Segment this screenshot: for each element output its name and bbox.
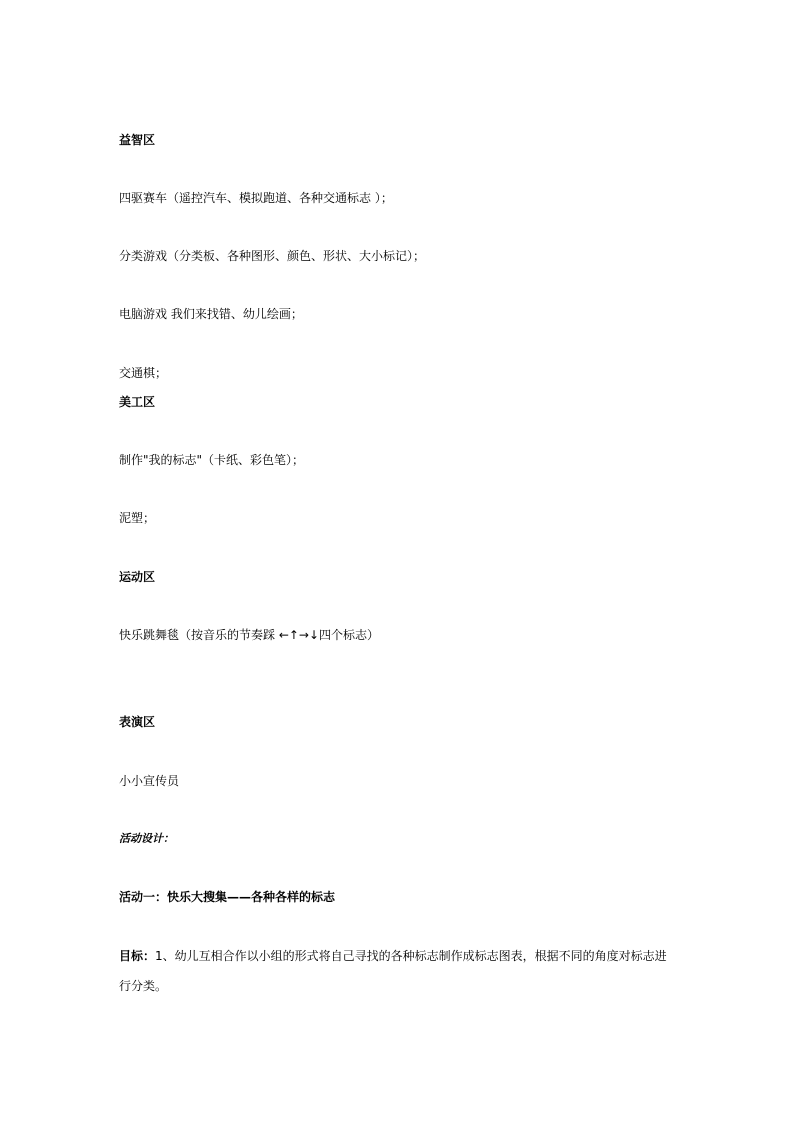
goal-text: 1、幼儿互相合作以小组的形式将自己寻找的各种标志制作成标志图表，根据不同的角度对标志进行分类。	[119, 949, 667, 993]
activity-one-goal	[119, 941, 675, 1001]
section-heading-art: 美工区	[119, 395, 156, 409]
art-item-my-sign: 制作"我的标志"（卡纸、彩色笔）；	[119, 453, 305, 467]
section-heading-sports: 运动区	[119, 570, 156, 584]
activity-design-label: 活动设计：	[119, 832, 174, 845]
goal-label: 目标：	[119, 949, 156, 963]
section-heading-performance: 表演区	[119, 715, 156, 729]
puzzle-item-sorting-game: 分类游戏（分类板、各种图形、颜色、形状、大小标记）；	[119, 249, 426, 263]
performance-item-promoter: 小小宣传员	[119, 774, 180, 788]
puzzle-item-traffic-chess: 交通棋；	[119, 366, 168, 380]
puzzle-item-race-car: 四驱赛车（遥控汽车、模拟跑道、各种交通标志 ）；	[119, 191, 393, 205]
puzzle-item-computer-game: 电脑游戏 我们来找错、幼儿绘画；	[119, 307, 303, 321]
activity-one-title: 活动一：快乐大搜集——各种各样的标志	[119, 890, 336, 904]
section-heading-puzzle: 益智区	[119, 133, 156, 147]
sports-item-dance-mat: 快乐跳舞毯（按音乐的节奏踩 ←↑→↓四个标志）	[119, 628, 380, 642]
art-item-clay: 泥塑；	[119, 511, 156, 525]
